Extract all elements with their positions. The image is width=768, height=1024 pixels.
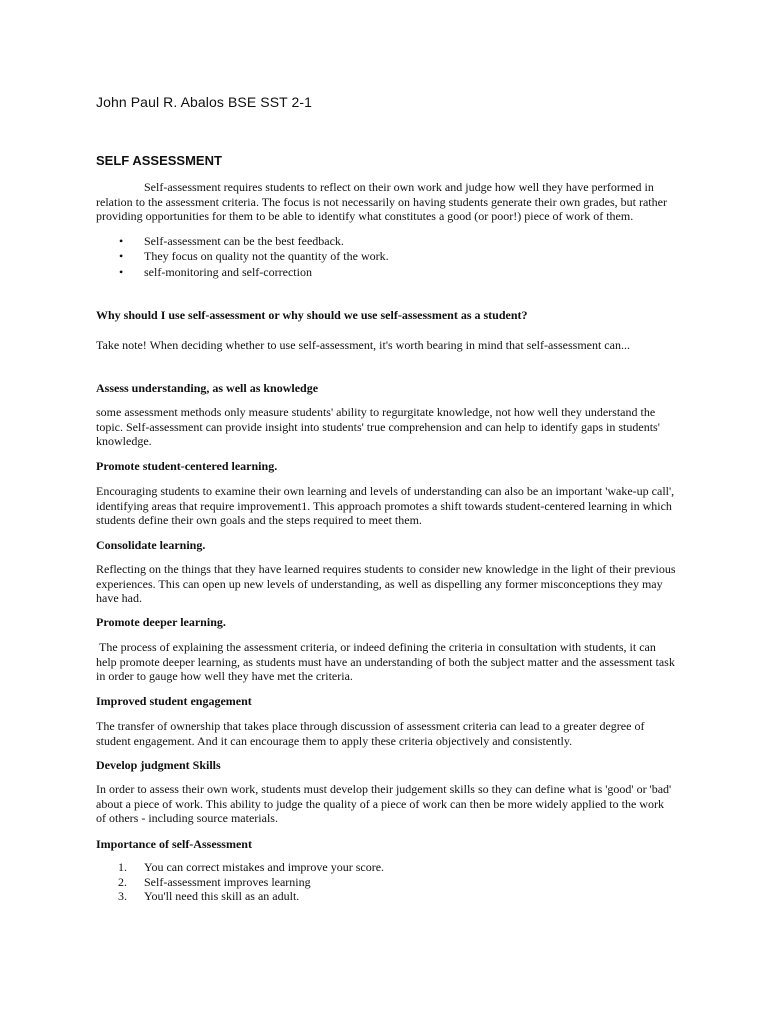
section-heading: Promote student-centered learning. <box>96 459 278 473</box>
section-paragraph <box>96 562 676 606</box>
section-text: In order to assess their own work, students must develop their judgement skills so they can define what is 'good' or 'bad' about a piece of work. This ability to judge the quality of a piece of work can then be more widely applied to the work of others - including source materials. <box>96 782 672 826</box>
take-note-paragraph <box>96 338 676 353</box>
section-heading: Consolidate learning. <box>96 538 206 552</box>
bullet-marker: • <box>119 264 124 279</box>
section-text: The process of explaining the assessment criteria, or indeed defining the criteria in consultation with students, it can help promote deeper learning, as students must have an understanding of both the subject matter and the assessment task in order to gauge how well they have met the criteria. <box>96 640 678 684</box>
take-note-text: Take note! When deciding whether to use self-assessment, it's worth bearing in mind that self-assessment can... <box>96 338 630 352</box>
section-heading: Develop judgment Skills <box>96 758 221 772</box>
list-item-text: self-monitoring and self-correction <box>144 264 312 279</box>
list-item <box>96 249 389 264</box>
list-item <box>96 889 384 904</box>
section-paragraph <box>96 640 676 684</box>
bullet-marker: • <box>119 234 124 248</box>
bullet-list <box>96 234 389 280</box>
author-line: John Paul R. Abalos BSE SST 2-1 <box>96 94 313 110</box>
list-item <box>96 265 389 280</box>
section-heading: Assess understanding, as well as knowledge <box>96 381 319 395</box>
list-item-text: You'll need this skill as an adult. <box>144 889 300 904</box>
list-item <box>96 860 384 875</box>
list-item-text: Self-assessment improves learning <box>144 874 311 889</box>
numbered-list <box>96 860 384 904</box>
importance-heading: Importance of self-Assessment <box>96 837 252 851</box>
list-item-text: They focus on quality not the quantity of the work. <box>144 249 389 264</box>
list-item-text: You can correct mistakes and improve your score. <box>144 860 385 874</box>
list-item <box>96 875 384 890</box>
section-paragraph <box>96 719 676 748</box>
list-item-text: Self-assessment can be the best feedback. <box>144 234 344 248</box>
section-paragraph <box>96 782 676 826</box>
section-heading: Improved student engagement <box>96 694 252 708</box>
list-number: 3. <box>118 889 127 904</box>
bullet-marker: • <box>119 249 124 264</box>
intro-paragraph <box>96 180 676 224</box>
intro-text: Self-assessment requires students to reflect on their own work and judge how well they have performed in relation to the assessment criteria. The focus is not necessarily on having students generate their own grades, but rather providing opportunities for them to be able to identify what constitutes a good (or poor!) piece of work of them. <box>96 180 667 224</box>
section-text: some assessment methods only measure students' ability to regurgitate knowledge, not how well they understand the topic. Self-assessment can provide insight into students' true comprehension and can help to identify gaps in students' knowledge. <box>96 405 660 449</box>
list-item <box>96 234 389 249</box>
section-text: The transfer of ownership that takes place through discussion of assessment criteria can lead to a greater degree of student engagement. And it can encourage them to apply these criteria objectively and consistently. <box>96 719 645 748</box>
list-number: 1. <box>118 860 127 874</box>
document-title: SELF ASSESSMENT <box>96 153 222 168</box>
section-heading: Promote deeper learning. <box>96 615 226 629</box>
section-text: Reflecting on the things that they have learned requires students to consider new knowledge in the light of their previous experiences. This can open up new levels of understanding, as well as dispelling any former misconceptions they may have had. <box>96 562 676 606</box>
list-number: 2. <box>118 874 127 889</box>
why-heading: Why should I use self-assessment or why should we use self-assessment as a student? <box>96 308 528 322</box>
section-paragraph <box>96 405 676 449</box>
section-text: Encouraging students to examine their own learning and levels of understanding can also be an important 'wake-up call', identifying areas that require improvement1. This approach promotes a shift towards student-centered learning in which students define their own goals and the steps required to meet them. <box>96 484 675 528</box>
section-paragraph <box>96 484 676 528</box>
